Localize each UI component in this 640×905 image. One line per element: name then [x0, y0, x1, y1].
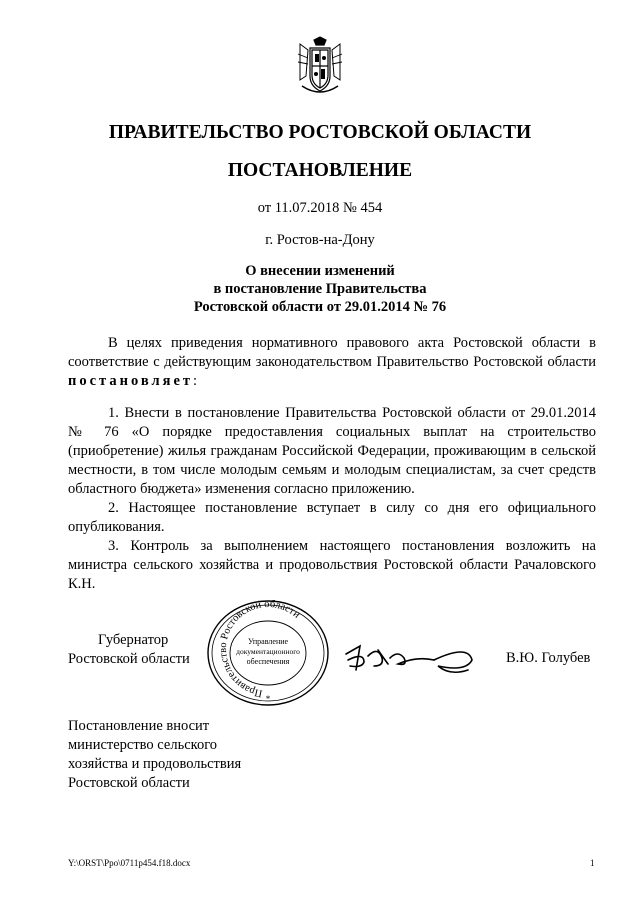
subject-line-2: в постановление Правительства	[213, 281, 427, 297]
stamp-inner-line-3: обеспечения	[246, 657, 290, 666]
handwritten-signature	[338, 636, 478, 680]
subject-line-3: Ростовской области от 29.01.2014 № 76	[193, 299, 447, 315]
resolves-verb: постановляет	[68, 373, 194, 389]
subject-line-1: О внесении изменений	[245, 263, 395, 279]
organization-title: ПРАВИТЕЛЬСТВО РОСТОВСКОЙ ОБЛАСТИ	[108, 122, 532, 143]
signer-position	[68, 631, 190, 669]
date-number: от 11.07.2018 № 454	[257, 200, 383, 216]
signer-name: В.Ю. Голубев	[506, 650, 591, 666]
stamp-star: *	[265, 694, 271, 704]
subject-heading	[0, 262, 640, 316]
preamble	[68, 334, 596, 391]
submitted-by-line-3: хозяйства и продовольствия	[68, 756, 242, 772]
coat-of-arms-icon	[296, 36, 344, 98]
resolution-item: 1. Внести в постановление Правительства Ростовской области от 29.01.2014 № 76 «О порядке предоставления социальных выплат на строительство (приобретение) жилья гражданам Российской Федерации, проживающим в сельской местности, в том числе молодым семьям и молодым специалистам, за счет средств областного бюджета» изменения согласно приложению.	[68, 405, 596, 497]
file-path: Y:\ORST\Ppo\0711p454.f18.docx	[68, 858, 191, 868]
submitted-by	[68, 717, 241, 793]
official-stamp	[204, 598, 332, 708]
submitted-by-line-2: министерство сельского	[68, 737, 218, 753]
resolution-item: 2. Настоящее постановление вступает в силу со дня его официального опубликования.	[68, 500, 596, 535]
resolution-items	[68, 404, 596, 594]
stamp-ring-text: Правительство Ростовской области	[217, 598, 302, 699]
preamble-colon: :	[193, 373, 198, 389]
position-line-2: Ростовской области	[68, 651, 190, 667]
submitted-by-line-4: Ростовской области	[68, 775, 190, 791]
resolution-item: 3. Контроль за выполнением настоящего постановления возложить на министра сельского хозяйства и продовольствия Ростовской области Рачаловского К.Н.	[68, 538, 596, 592]
stamp-inner-line-2: документационного	[236, 647, 300, 656]
submitted-by-line-1: Постановление вносит	[68, 718, 210, 734]
preamble-text: В целях приведения нормативного правового акта Ростовской области в соответствие с действующим законодательством Правительство Ростовской области	[68, 335, 596, 370]
city: г. Ростов-на-Дону	[265, 232, 375, 248]
stamp-inner-line-1: Управление	[247, 637, 289, 646]
position-line-1: Губернатор	[98, 632, 169, 648]
document-type: ПОСТАНОВЛЕНИЕ	[227, 160, 413, 181]
page-number: 1	[590, 858, 595, 868]
